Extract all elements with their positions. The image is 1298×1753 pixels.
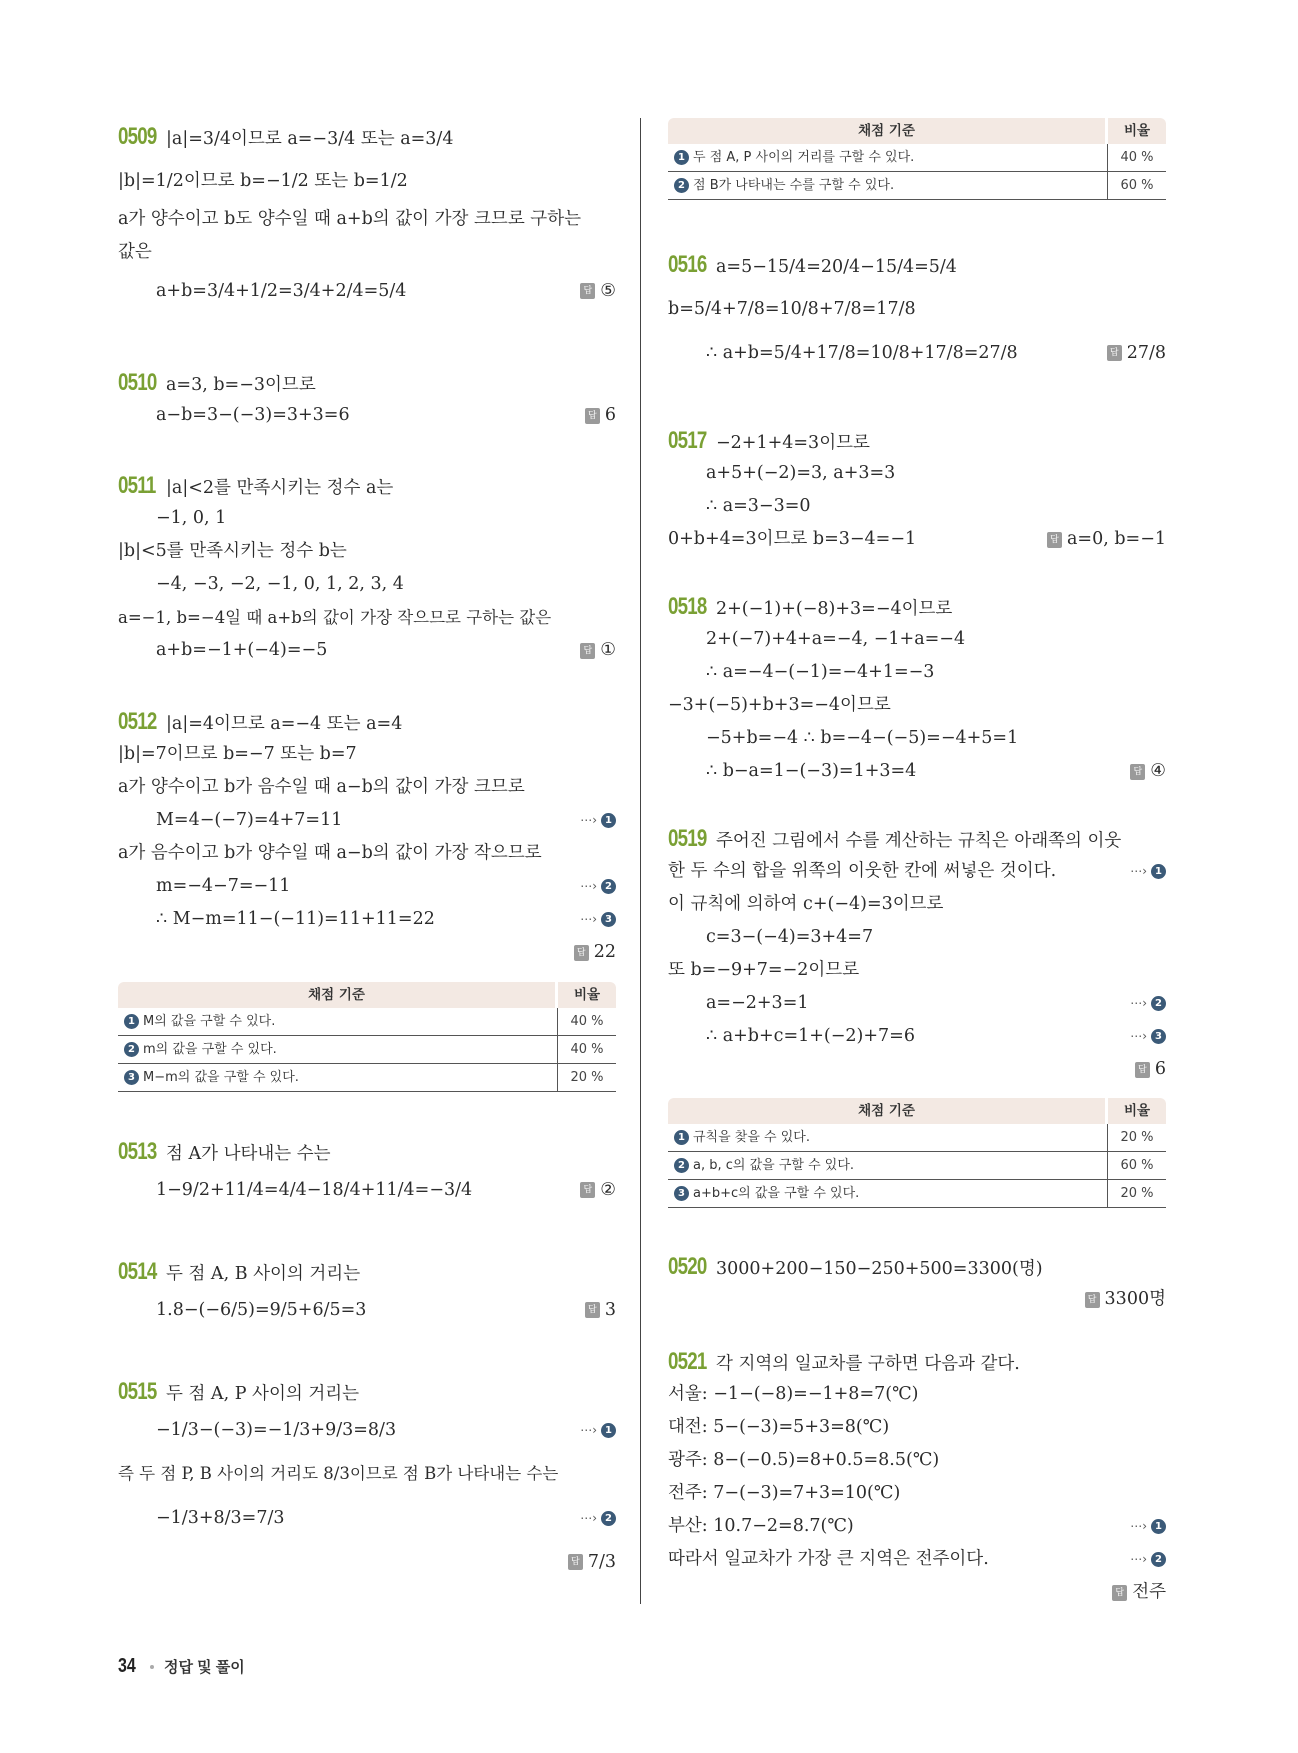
page-footer <box>118 1655 245 1678</box>
solution-line: 주어진 그림에서 수를 계산하는 규칙은 아래쪽의 이웃 <box>716 831 1122 851</box>
solution-line: 두 점 A, P 사이의 거리는 <box>166 1384 360 1404</box>
solution-line: 두 점 A, B 사이의 거리는 <box>166 1264 361 1284</box>
step-number: 2 <box>674 178 689 193</box>
solution-line: a−b=3−(−3)=3+3=6 <box>156 405 350 425</box>
answer <box>580 634 616 667</box>
solution-line: |a|=4이므로 a=−4 또는 a=4 <box>166 714 403 734</box>
ratio-header: 비율 <box>555 982 616 1008</box>
solution-line: a가 양수이고 b도 양수일 때 a+b의 값이 가장 크므로 구하는 <box>118 209 582 229</box>
solution-line: ∴ a+b+c=1+(−2)+7=6 <box>706 1026 915 1046</box>
criteria-text: 점 B가 나타내는 수를 구할 수 있다. <box>693 178 895 193</box>
problem-number: 0521 <box>668 1348 707 1375</box>
problem-number: 0520 <box>668 1253 707 1280</box>
step-number: 1 <box>674 150 689 165</box>
criteria-text: M−m의 값을 구할 수 있다. <box>143 1070 299 1085</box>
problem-0514 <box>118 1255 616 1332</box>
solution-line: 3000+200−150−250+500=3300(명) <box>716 1259 1043 1279</box>
step-marker: ⋯› 1 <box>580 804 616 837</box>
answer <box>1112 1576 1166 1609</box>
answer-icon: 답 <box>1112 1585 1127 1601</box>
answer-icon: 답 <box>574 945 589 961</box>
answer-value: 3300명 <box>1104 1289 1166 1309</box>
criteria-text: M의 값을 구할 수 있다. <box>143 1014 276 1029</box>
solution-line: 이 규칙에 의하여 c+(−4)=3이므로 <box>668 894 944 914</box>
solution-line: ∴ M−m=11−(−11)=11+11=22 <box>156 909 435 929</box>
problem-number: 0513 <box>118 1138 157 1165</box>
solution-line: −4, −3, −2, −1, 0, 1, 2, 3, 4 <box>156 574 404 594</box>
solution-line: 각 지역의 일교차를 구하면 다음과 같다. <box>716 1354 1020 1374</box>
grading-criteria-table-0515 <box>668 118 1166 200</box>
step-number: 1 <box>674 1130 689 1145</box>
answer <box>580 1168 616 1212</box>
step-number: 1 <box>601 813 616 828</box>
solution-line: 광주: 8−(−0.5)=8+0.5=8.5(℃) <box>668 1450 940 1470</box>
solution-line: |b|<5를 만족시키는 정수 b는 <box>118 541 347 561</box>
criteria-row <box>668 144 1166 172</box>
problem-number: 0512 <box>118 708 157 735</box>
criteria-ratio: 40 % <box>1107 144 1166 171</box>
answer-value: 7/3 <box>587 1552 616 1572</box>
answer-value: 6 <box>1154 1059 1166 1079</box>
problem-0515 <box>118 1375 616 1584</box>
criteria-ratio: 40 % <box>557 1008 616 1035</box>
step-marker: ⋯› 3 <box>1130 1020 1166 1053</box>
answer-icon: 답 <box>1135 1062 1150 1078</box>
solution-line: ∴ b−a=1−(−3)=1+3=4 <box>706 761 917 781</box>
answer-icon: 답 <box>585 1302 600 1318</box>
problem-0512 <box>118 705 616 969</box>
solution-line: |a|=3/4이므로 a=−3/4 또는 a=3/4 <box>166 129 454 149</box>
step-number: 1 <box>1151 864 1166 879</box>
answer <box>585 399 616 432</box>
criteria-header: 채점 기준 <box>308 987 365 1003</box>
solution-line: 전주: 7−(−3)=7+3=10(℃) <box>668 1483 901 1503</box>
criteria-text: 두 점 A, P 사이의 거리를 구할 수 있다. <box>693 150 915 165</box>
answer-icon: 답 <box>568 1554 583 1570</box>
solution-line: a가 음수이고 b가 양수일 때 a−b의 값이 가장 작으므로 <box>118 843 542 863</box>
answer-value: 3 <box>604 1300 616 1320</box>
answer-value: 27/8 <box>1126 343 1166 363</box>
grading-criteria-table-0512 <box>118 982 616 1092</box>
step-marker: ⋯› 3 <box>580 903 616 936</box>
step-number: 3 <box>1151 1029 1166 1044</box>
criteria-row <box>118 1064 616 1092</box>
column-divider <box>640 118 641 1604</box>
answer <box>1107 331 1166 375</box>
answer-value: a=0, b=−1 <box>1066 529 1166 549</box>
solution-line: −1, 0, 1 <box>156 508 227 528</box>
solution-line: 서울: −1−(−8)=−1+8=7(℃) <box>668 1384 919 1404</box>
solution-line: |b|=7이므로 b=−7 또는 b=7 <box>118 744 357 764</box>
section-label: 정답 및 풀이 <box>164 1659 245 1676</box>
step-marker: ⋯› 1 <box>580 1408 616 1452</box>
solution-line: 1.8−(−6/5)=9/5+6/5=3 <box>156 1300 367 1320</box>
step-number: 2 <box>601 1511 616 1526</box>
step-number: 3 <box>601 912 616 927</box>
solution-line: m=−4−7=−11 <box>156 876 291 896</box>
solution-line: −5+b=−4 ∴ b=−4−(−5)=−4+5=1 <box>706 728 1019 748</box>
answer-value: ④ <box>1150 761 1166 781</box>
solution-line: −1/3−(−3)=−1/3+9/3=8/3 <box>156 1420 397 1440</box>
criteria-header: 채점 기준 <box>858 1103 915 1119</box>
criteria-ratio: 60 % <box>1107 172 1166 199</box>
answer-icon: 답 <box>580 1182 595 1198</box>
problem-number: 0519 <box>668 825 707 852</box>
solution-line: a가 양수이고 b가 음수일 때 a−b의 값이 가장 크므로 <box>118 777 525 797</box>
answer-icon: 답 <box>1047 532 1062 548</box>
solution-line: a=5−15/4=20/4−15/4=5/4 <box>716 257 957 277</box>
answer-icon: 답 <box>585 408 600 424</box>
ratio-header: 비율 <box>1105 1098 1166 1124</box>
problem-0521 <box>668 1345 1166 1609</box>
solution-line: 따라서 일교차가 가장 큰 지역은 전주이다. <box>668 1549 989 1569</box>
criteria-ratio: 60 % <box>1107 1152 1166 1179</box>
answer-icon: 답 <box>1107 345 1122 361</box>
solution-line: 0+b+4=3이므로 b=3−4=−1 <box>668 529 917 549</box>
solution-line: −1/3+8/3=7/3 <box>156 1508 285 1528</box>
solution-line: 또 b=−9+7=−2이므로 <box>668 960 860 980</box>
solution-line: |b|=1/2이므로 b=−1/2 또는 b=1/2 <box>118 171 408 191</box>
criteria-row <box>668 1180 1166 1208</box>
solution-line: 한 두 수의 합을 위쪽의 이웃한 칸에 써넣은 것이다. <box>668 861 1057 881</box>
problem-0518 <box>668 590 1166 788</box>
solution-line: ∴ a=−4−(−1)=−4+1=−3 <box>706 662 935 682</box>
problem-0513 <box>118 1135 616 1212</box>
step-number: 3 <box>124 1070 139 1085</box>
answer-icon: 답 <box>1130 764 1145 780</box>
problem-number: 0515 <box>118 1378 157 1405</box>
step-number: 2 <box>601 879 616 894</box>
step-marker: ⋯› 1 <box>1130 1510 1166 1543</box>
step-number: 2 <box>674 1158 689 1173</box>
answer <box>1085 1283 1166 1316</box>
step-marker: ⋯› 2 <box>1130 987 1166 1020</box>
criteria-ratio: 20 % <box>1107 1180 1166 1207</box>
answer <box>1135 1053 1166 1086</box>
solution-line: 2+(−1)+(−8)+3=−4이므로 <box>716 599 953 619</box>
solution-line: 점 A가 나타내는 수는 <box>166 1144 331 1164</box>
answer <box>1047 523 1166 556</box>
answer <box>568 1540 616 1584</box>
solution-line: a+b=−1+(−4)=−5 <box>156 640 328 660</box>
problem-0511 <box>118 469 616 667</box>
criteria-row <box>668 1152 1166 1180</box>
solution-line: 부산: 10.7−2=8.7(℃) <box>668 1516 854 1536</box>
criteria-row <box>118 1008 616 1036</box>
solution-line: M=4−(−7)=4+7=11 <box>156 810 343 830</box>
step-number: 2 <box>1151 996 1166 1011</box>
step-marker: ⋯› 1 <box>1130 855 1166 888</box>
criteria-header: 채점 기준 <box>858 123 915 139</box>
answer-value: 전주 <box>1132 1582 1166 1602</box>
problem-number: 0517 <box>668 427 707 454</box>
step-marker: ⋯› 2 <box>580 1496 616 1540</box>
criteria-text: a+b+c의 값을 구할 수 있다. <box>693 1186 860 1201</box>
problem-number: 0516 <box>668 251 707 278</box>
criteria-ratio: 20 % <box>557 1064 616 1091</box>
answer-value: 6 <box>604 405 616 425</box>
step-number: 3 <box>674 1186 689 1201</box>
criteria-text: m의 값을 구할 수 있다. <box>143 1042 277 1057</box>
criteria-text: 규칙을 찾을 수 있다. <box>693 1130 810 1145</box>
step-number: 1 <box>1151 1519 1166 1534</box>
problem-number: 0509 <box>118 123 157 150</box>
criteria-row <box>668 1124 1166 1152</box>
problem-0517 <box>668 424 1166 556</box>
solution-line: 즉 두 점 P, B 사이의 거리도 8/3이므로 점 B가 나타내는 수는 <box>118 1464 559 1483</box>
answer <box>585 1288 616 1332</box>
solution-line: −2+1+4=3이므로 <box>716 433 870 453</box>
answer-value: ⑤ <box>600 281 616 301</box>
solution-line: |a|<2를 만족시키는 정수 a는 <box>166 478 394 498</box>
step-number: 1 <box>601 1423 616 1438</box>
step-marker: ⋯› 2 <box>1130 1543 1166 1576</box>
solution-line: a+b=3/4+1/2=3/4+2/4=5/4 <box>156 281 407 301</box>
answer-value: 22 <box>593 942 616 962</box>
solution-line: a=−1, b=−4일 때 a+b의 값이 가장 작으므로 구하는 값은 <box>118 608 552 627</box>
answer-icon: 답 <box>580 643 595 659</box>
answer-icon: 답 <box>580 283 595 299</box>
problem-number: 0511 <box>118 472 156 499</box>
solution-line: a=−2+3=1 <box>706 993 809 1013</box>
solution-line: 값은 <box>118 242 152 262</box>
answer-value: ② <box>600 1180 616 1200</box>
problem-number: 0510 <box>118 369 157 396</box>
step-number: 1 <box>124 1014 139 1029</box>
criteria-text: a, b, c의 값을 구할 수 있다. <box>693 1158 855 1173</box>
answer-value: ① <box>600 640 616 660</box>
problem-0510 <box>118 366 616 432</box>
page-number: 34 <box>118 1655 136 1677</box>
solution-line: a+5+(−2)=3, a+3=3 <box>706 463 896 483</box>
solution-line: a=3, b=−3이므로 <box>166 375 316 395</box>
criteria-row <box>668 172 1166 200</box>
problem-number: 0514 <box>118 1258 157 1285</box>
solution-line: 2+(−7)+4+a=−4, −1+a=−4 <box>706 629 966 649</box>
answer <box>1130 755 1166 788</box>
step-marker: ⋯› 2 <box>580 870 616 903</box>
problem-0516 <box>668 243 1166 375</box>
criteria-ratio: 40 % <box>557 1036 616 1063</box>
solution-line: ∴ a=3−3=0 <box>706 496 811 516</box>
problem-0509 <box>118 115 616 313</box>
answer-icon: 답 <box>1085 1292 1100 1308</box>
solution-line: 대전: 5−(−3)=5+3=8(℃) <box>668 1417 890 1437</box>
answer <box>574 936 616 969</box>
criteria-row <box>118 1036 616 1064</box>
solution-line: ∴ a+b=5/4+17/8=10/8+17/8=27/8 <box>706 343 1018 363</box>
separator-dot <box>150 1665 154 1669</box>
problem-number: 0518 <box>668 593 707 620</box>
step-number: 2 <box>124 1042 139 1057</box>
grading-criteria-table-0519 <box>668 1098 1166 1208</box>
solution-line: 1−9/2+11/4=4/4−18/4+11/4=−3/4 <box>156 1180 473 1200</box>
problem-0519 <box>668 822 1166 1086</box>
step-number: 2 <box>1151 1552 1166 1567</box>
solution-line: b=5/4+7/8=10/8+7/8=17/8 <box>668 299 916 319</box>
criteria-ratio: 20 % <box>1107 1124 1166 1151</box>
answer <box>580 269 616 313</box>
problem-0520 <box>668 1250 1166 1316</box>
solution-line: c=3−(−4)=3+4=7 <box>706 927 874 947</box>
solution-line: −3+(−5)+b+3=−4이므로 <box>668 695 891 715</box>
ratio-header: 비율 <box>1105 118 1166 144</box>
